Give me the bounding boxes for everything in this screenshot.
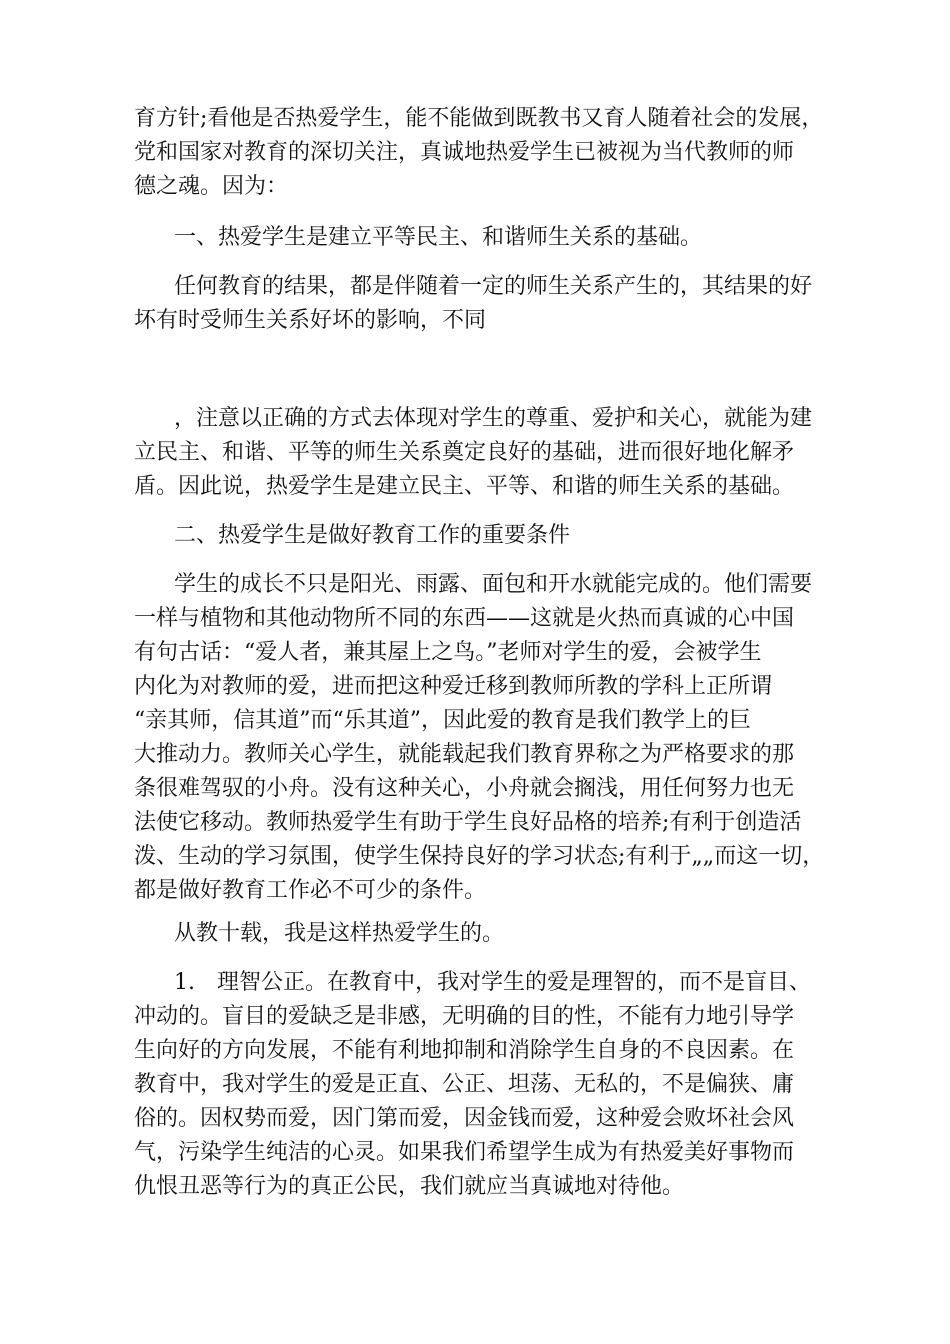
text-line: 俗的。因权势而爱，因门第而爱，因金钱而爱，这种爱会败坏社会风: [134, 1106, 795, 1131]
text-line: “亲其师，信其道”而“乐其道”，因此爱的教育是我们教学上的巨: [134, 708, 751, 733]
text-line: 德之魂。因为：: [134, 174, 289, 199]
paragraph-foundation: [134, 402, 824, 504]
text-line: 条很难驾驭的小舟。没有这种关心，小舟就会搁浅，用任何努力也无: [134, 776, 795, 801]
text-line: 教育中，我对学生的爱是正直、公正、坦荡、无私的，不是偏狭、庸: [134, 1072, 795, 1097]
text-line: 从教十载，我是这样热爱学生的。: [174, 921, 505, 946]
text-line: ，注意以正确的方式去体现对学生的尊重、爱护和关心，就能为建: [174, 406, 813, 431]
paragraph-intro: [134, 102, 824, 204]
text-line: 任何教育的结果，都是伴随着一定的师生关系产生的，其结果的好: [174, 274, 813, 299]
text-line: 内化为对教师的爱，进而把这种爱迁移到教师所教的学科上正所谓: [134, 674, 773, 699]
text-line: 法使它移动。教师热爱学生有助于学生良好品格的培养;有利于创造活: [134, 810, 802, 835]
text-line: 大推动力。教师关心学生，就能载起我们教育界称之为严格要求的那: [134, 742, 795, 767]
heading-text: 二、热爱学生是做好教育工作的重要条件: [174, 523, 571, 548]
text-line: 育方针;看他是否热爱学生，能不能做到既教书又育人随着社会的发展，: [134, 106, 824, 131]
text-line: 坏有时受师生关系好坏的影响，不同: [134, 308, 487, 333]
paragraph-growth: [134, 568, 824, 908]
text-line: 有句古话：“爱人者，兼其屋上之鸟。”老师对学生的爱，会被学生: [134, 640, 762, 665]
text-line: 党和国家对教育的深切关注，真诚地热爱学生已被视为当代教师的师: [134, 140, 795, 165]
text-line: 盾。因此说，热爱学生是建立民主、平等、和谐的师生关系的基础。: [134, 474, 795, 499]
paragraph-relationship: [134, 270, 824, 338]
text-line: 泼、生动的学习氛围，使学生保持良好的学习状态;有利于„„而这一切，: [134, 844, 825, 869]
section-heading-2: [134, 519, 824, 553]
text-line: 立民主、和谐、平等的师生关系奠定良好的基础，进而很好地化解矛: [134, 440, 795, 465]
section-heading-1: [134, 221, 824, 255]
paragraph-rational-fair: [134, 966, 824, 1204]
text-line: 仇恨丑恶等行为的真正公民，我们就应当真诚地对待他。: [134, 1174, 685, 1199]
paragraph-ten-years: [134, 917, 824, 951]
text-line: 生向好的方向发展，不能有利地抑制和消除学生自身的不良因素。在: [134, 1038, 795, 1063]
heading-text: 一、热爱学生是建立平等民主、和谐师生关系的基础。: [174, 225, 703, 250]
text-line: 学生的成长不只是阳光、雨露、面包和开水就能完成的。他们需要: [174, 572, 813, 597]
text-line: 1. 理智公正。在教育中，我对学生的爱是理智的，而不是盲目、: [174, 970, 811, 995]
text-line: 气，污染学生纯洁的心灵。如果我们希望学生成为有热爱美好事物而: [134, 1140, 795, 1165]
text-line: 一样与植物和其他动物所不同的东西——这就是火热而真诚的心中国: [134, 606, 795, 631]
text-line: 都是做好教育工作必不可少的条件。: [134, 878, 487, 903]
text-line: 冲动的。盲目的爱缺乏是非感，无明确的目的性，不能有力地引导学: [134, 1004, 795, 1029]
